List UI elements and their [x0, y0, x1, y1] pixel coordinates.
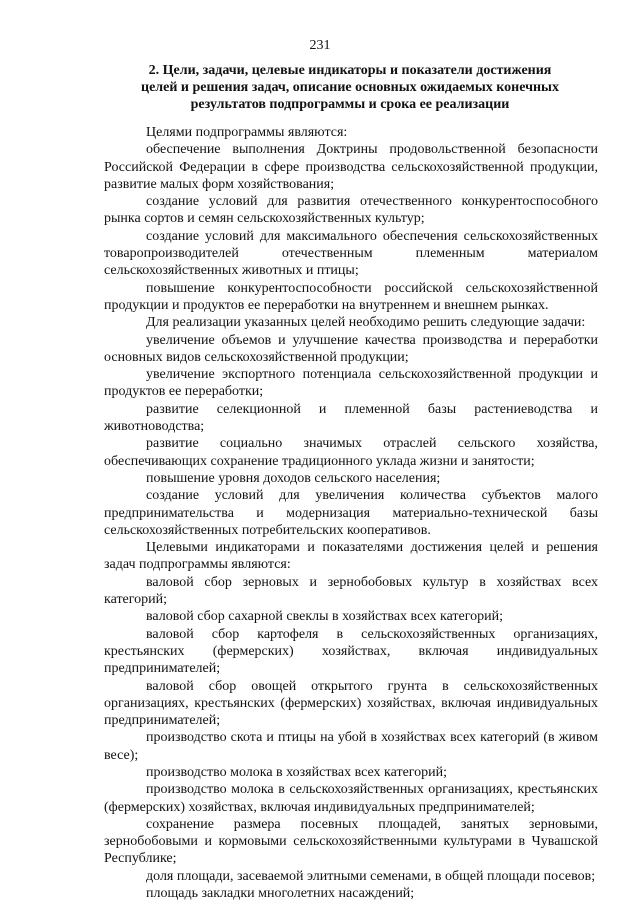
- paragraph: увеличение экспортного потенциала сельскохозяйственной продукции и продуктов ее переработки;: [104, 367, 598, 400]
- section-heading: [140, 62, 560, 113]
- paragraph: повышение уровня доходов сельского населения;: [146, 470, 441, 486]
- paragraph: производство молока в хозяйствах всех категорий;: [146, 764, 448, 780]
- heading-line: результатов подпрограммы и срока ее реализации: [190, 97, 510, 112]
- paragraph: развитие социально значимых отраслей сельского хозяйства, обеспечивающих сохранение традиционного уклада жизни и занятости;: [104, 436, 598, 469]
- paragraph: Для реализации указанных целей необходимо решить следующие задачи:: [146, 315, 586, 331]
- heading-line: целей и решения задач, описание основных ожидаемых конечных: [141, 80, 559, 95]
- paragraph: Целевыми индикаторами и показателями достижения целей и решения задач подпрограммы являются:: [104, 540, 598, 573]
- paragraph: валовой сбор зерновых и зернобобовых культур в хозяйствах всех категорий;: [104, 574, 598, 608]
- page-number: 231: [309, 38, 331, 53]
- paragraph: создание условий для увеличения количества субъектов малого предпринимательства и модернизация материально-технической базы сельскохозяйственных потребительских кооперативов.: [104, 488, 598, 538]
- paragraph: производство молока в сельскохозяйственных организациях, крестьянских (фермерских) хозяйствах, включая индивидуальных предпринимателей;: [104, 782, 598, 815]
- paragraph: производство скота и птицы на убой в хозяйствах всех категорий (в живом весе);: [104, 730, 598, 763]
- paragraph: площадь закладки многолетних насаждений;: [146, 886, 415, 902]
- paragraph: валовой сбор сахарной свеклы в хозяйствах всех категорий;: [146, 609, 504, 625]
- paragraph: сохранение размера посевных площадей, занятых зерновыми, зернобобовыми и кормовыми сельскохозяйственными культурами в Чувашской Республике;: [104, 816, 598, 867]
- paragraph: обеспечение выполнения Доктрины продовольственной безопасности Российской Федерации в сфере производства сельскохозяйственной продукции, развитие малых форм хозяйствования;: [104, 142, 598, 192]
- paragraph: создание условий для развития отечественного конкурентоспособного рынка сортов и семян сельскохозяйственных культур;: [104, 194, 598, 227]
- paragraph: увеличение объемов и улучшение качества производства и переработки основных видов сельскохозяйственной продукции;: [104, 332, 598, 365]
- paragraph: создание условий для максимального обеспечения сельскохозяйственных товаропроизводителей отечественным племенным материалом сельскохозяйственных животных и птицы;: [104, 228, 598, 279]
- paragraph: развитие селекционной и племенной базы растениеводства и животноводства;: [104, 401, 598, 435]
- paragraph: валовой сбор картофеля в сельскохозяйственных организациях, крестьянских (фермерских) хозяйствах, включая индивидуальных предпринимателей;: [104, 626, 598, 677]
- heading-line: 2. Цели, задачи, целевые индикаторы и показатели достижения: [148, 63, 552, 78]
- paragraph: валовой сбор овощей открытого грунта в сельскохозяйственных организациях, крестьянских (фермерских) хозяйствах, включая индивидуальных предпринимателей;: [104, 678, 598, 729]
- paragraph: доля площади, засеваемой элитными семенами, в общей площади посевов;: [146, 868, 596, 884]
- document-body: [104, 124, 598, 902]
- paragraph: Целями подпрограммы являются:: [146, 125, 348, 140]
- paragraph: повышение конкурентоспособности российской сельскохозяйственной продукции и продуктов ее переработки на внутреннем и внешнем рынках.: [104, 280, 598, 313]
